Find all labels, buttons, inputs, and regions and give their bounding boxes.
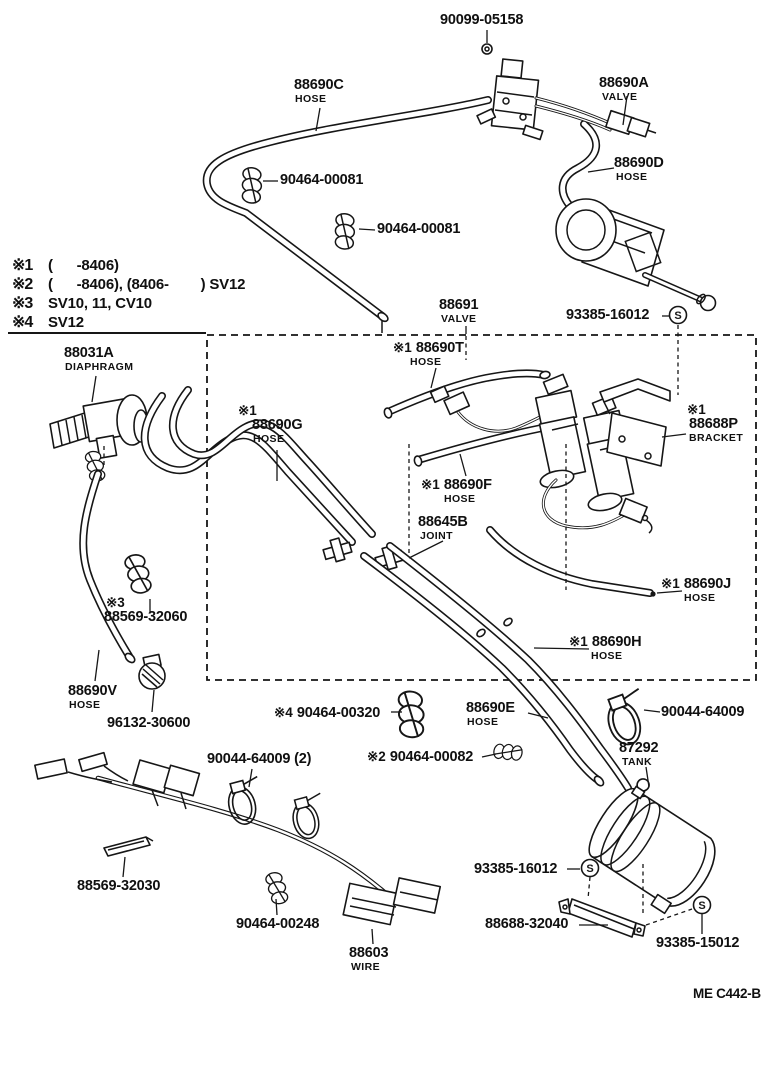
- part-label-88569-32030: [77, 878, 160, 894]
- part-label-88690T: [393, 340, 464, 368]
- part-sub-label: TANK: [622, 756, 652, 768]
- part-label-90464-00081-second: [377, 221, 460, 237]
- part-number: 88690V: [68, 683, 117, 699]
- part-label-90464-00320: [274, 705, 380, 721]
- hose-88690V-drawing: [83, 474, 136, 664]
- part-number: 90464-00082: [389, 749, 474, 765]
- part-label-88690F: [421, 477, 492, 505]
- part-number: 88690H: [591, 634, 642, 650]
- legend-marker-ref: ※2: [367, 749, 386, 764]
- part-sub-label: HOSE: [410, 356, 442, 368]
- part-number: 88569-32030: [77, 878, 161, 894]
- hose-88690D-drawing: [563, 124, 597, 206]
- part-sub-label: JOINT: [420, 530, 453, 542]
- legend-marker-ref: ※1: [687, 402, 706, 417]
- part-number: 90464-00248: [236, 916, 320, 932]
- legend-marker: ※3: [12, 295, 33, 312]
- part-number: 93385-16012: [566, 307, 650, 323]
- legend-marker-ref: ※1: [393, 340, 412, 355]
- legend-marker-ref: ※4: [274, 705, 293, 720]
- svg-text:S: S: [586, 863, 594, 875]
- part-number: 88690E: [466, 700, 515, 716]
- hose-88690T-drawing: [383, 371, 550, 419]
- stay-88569-32030-drawing: [104, 837, 153, 856]
- legend-marker-ref: ※1: [238, 403, 257, 418]
- part-number: 90099-05158: [440, 12, 524, 28]
- part-sub-label: HOSE: [253, 433, 285, 445]
- legend-marker: ※1: [12, 257, 33, 274]
- part-label-90044-64009-x2: [207, 751, 311, 767]
- part-number: 88690G: [252, 417, 303, 433]
- svg-text:S: S: [698, 900, 706, 912]
- tank-87292-drawing: [577, 771, 734, 922]
- part-sub-label: HOSE: [295, 93, 327, 105]
- legend-marker: ※4: [12, 314, 33, 331]
- screw-symbol-top: [670, 307, 687, 324]
- part-label-87292: [619, 740, 658, 768]
- figure-code: ME C442-B: [693, 986, 761, 1001]
- valve-88690A-drawing: [536, 98, 656, 137]
- part-number: 88031A: [64, 345, 114, 361]
- clamp-90464-00081-second-drawing: [332, 213, 357, 251]
- part-number: 88645B: [418, 514, 468, 530]
- part-label-90464-00248: [236, 916, 319, 932]
- part-label-88603: [349, 945, 388, 973]
- strap-88688-32040-drawing: [559, 899, 645, 937]
- part-sub-label: DIAPHRAGM: [65, 361, 134, 373]
- legend-text: ( -8406): [48, 257, 119, 274]
- actuator-drawing: [556, 199, 716, 311]
- part-number: 88690T: [415, 340, 464, 356]
- part-sub-label: VALVE: [441, 313, 477, 325]
- part-label-96132-30600: [107, 715, 190, 731]
- part-sub-label: HOSE: [616, 171, 648, 183]
- clamp-90464-00320-drawing: [396, 691, 426, 738]
- screw-symbol-bottom-left: [582, 860, 599, 877]
- part-label-88690D: [614, 155, 664, 183]
- bracket-88688P-drawing: [600, 379, 670, 466]
- part-label-88691: [439, 297, 478, 325]
- part-sub-label: BRACKET: [689, 432, 744, 444]
- nut-90099-drawing: [482, 44, 492, 54]
- part-label-88690E: [466, 700, 515, 728]
- part-label-93385-16012-top: [566, 307, 649, 323]
- clip-90464-00248-drawing: [265, 871, 289, 905]
- clamp-96132-30600-drawing: [139, 654, 165, 689]
- part-label-88690J: [661, 576, 731, 604]
- part-label-88569-32060: [104, 596, 187, 625]
- part-label-90464-00081-first: [280, 172, 363, 188]
- legend-row: [12, 293, 245, 312]
- legend-marker: ※2: [12, 276, 33, 293]
- part-label-93385-16012-bottom: [474, 861, 557, 877]
- part-number: 88688-32040: [485, 916, 569, 932]
- part-label-93385-15012: [656, 935, 739, 951]
- legend-text: SV12: [48, 314, 84, 331]
- legend: [12, 255, 245, 331]
- part-label-90099-05158: [440, 12, 523, 28]
- legend-text: ( -8406), (8406- ) SV12: [48, 276, 246, 293]
- part-label-88690H: [569, 634, 641, 662]
- part-label-90464-00082: [367, 749, 473, 765]
- part-label-88645B: [418, 514, 468, 542]
- part-sub-label: HOSE: [444, 493, 476, 505]
- part-number: 88690A: [599, 75, 649, 91]
- part-number: 88603: [349, 945, 389, 961]
- legend-marker-ref: ※1: [661, 576, 680, 591]
- part-number: 88690C: [294, 77, 344, 93]
- diaphragm-88031A-drawing: [50, 395, 148, 458]
- part-label-88690G: [238, 404, 302, 445]
- clamp-88569-32060-drawing: [124, 553, 152, 594]
- part-number: 88691: [439, 297, 479, 313]
- part-number: 90044-64009 (2): [207, 751, 312, 767]
- legend-marker-ref: ※3: [106, 595, 125, 610]
- legend-marker-ref: ※1: [421, 477, 440, 492]
- part-number: 87292: [619, 740, 659, 756]
- part-label-88690V: [68, 683, 117, 711]
- part-number: 88688P: [689, 416, 738, 432]
- part-number: 96132-30600: [107, 715, 191, 731]
- part-number: 90044-64009: [661, 704, 745, 720]
- legend-row: [12, 255, 245, 274]
- part-sub-label: HOSE: [684, 592, 716, 604]
- part-label-88690A: [599, 75, 649, 103]
- part-label-88690C: [294, 77, 344, 105]
- part-number: 90464-00081: [377, 221, 461, 237]
- part-number: 90464-00320: [296, 705, 381, 721]
- legend-row: [12, 312, 245, 331]
- part-number: 93385-15012: [656, 935, 740, 951]
- hose-88690J-drawing: [490, 530, 656, 597]
- svg-text:S: S: [674, 310, 682, 322]
- clamp-90464-00081-first-drawing: [239, 167, 264, 205]
- part-label-88031A: [64, 345, 133, 373]
- part-sub-label: WIRE: [351, 961, 381, 973]
- legend-marker-ref: ※1: [569, 634, 588, 649]
- part-sub-label: HOSE: [467, 716, 499, 728]
- clip-90464-00082-drawing: [493, 741, 524, 763]
- part-sub-label: HOSE: [69, 699, 101, 711]
- part-number: 88690J: [683, 576, 732, 592]
- part-number: 88690D: [614, 155, 664, 171]
- hose-88690F-drawing: [413, 421, 558, 466]
- part-sub-label: HOSE: [591, 650, 623, 662]
- part-label-88688-32040: [485, 916, 568, 932]
- part-label-88688P: [687, 403, 743, 444]
- part-number: 90464-00081: [280, 172, 364, 188]
- part-number: 88569-32060: [104, 609, 188, 625]
- detail-box-border: [207, 335, 756, 680]
- screw-symbol-bottom-right: [694, 897, 711, 914]
- part-label-90044-64009: [661, 704, 744, 720]
- legend-row: [12, 274, 245, 293]
- part-number: 88690F: [443, 477, 492, 493]
- legend-text: SV10, 11, CV10: [48, 295, 152, 312]
- part-number: 93385-16012: [474, 861, 558, 877]
- wire-88603-drawing: [35, 753, 440, 925]
- part-sub-label: VALVE: [602, 91, 638, 103]
